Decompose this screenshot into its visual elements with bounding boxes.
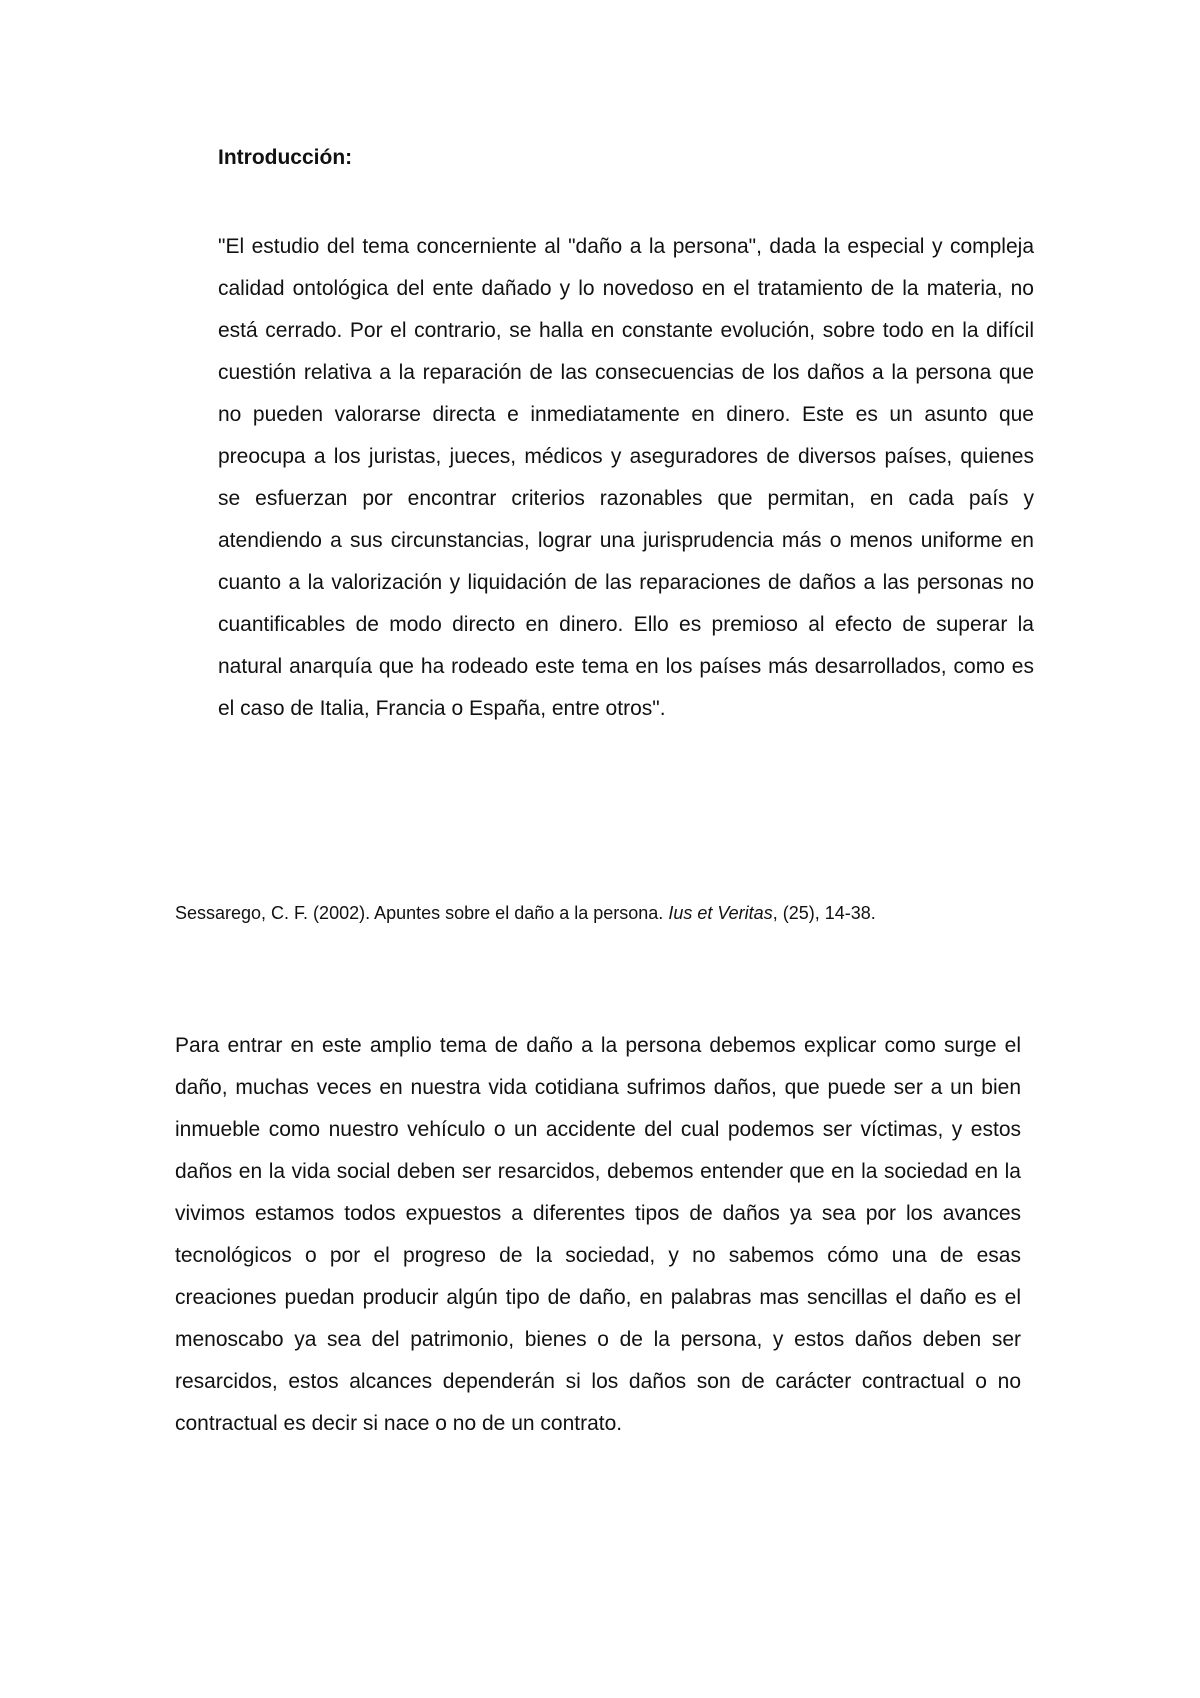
citation-authors-title: Sessarego, C. F. (2002). Apuntes sobre el daño a la persona. [175,903,669,923]
quoted-paragraph: "El estudio del tema concerniente al "daño a la persona", dada la especial y compleja calidad ontológica del ente dañado y lo novedoso en el tratamiento de la materia, no está cerrado. Por el contrario, se halla en constante evolución, sobre todo en la difícil cuestión relativa a la reparación de las consecuencias de los daños a la persona que no pueden valorarse directa e inmediatamente en dinero. Este es un asunto que preocupa a los juristas, jueces, médicos y aseguradores de diversos países, quienes se esfuerzan por encontrar criterios razonables que permitan, en cada país y atendiendo a sus circunstancias, lograr una jurisprudencia más o menos uniforme en cuanto a la valorización y liquidación de las reparaciones de daños a las personas no cuantificables de modo directo en dinero. Ello es premioso al efecto de superar la natural anarquía que ha rodeado este tema en los países más desarrollados, como es el caso de Italia, Francia o España, entre otros". [218,235,1034,720]
body-paragraph: Para entrar en este amplio tema de daño a la persona debemos explicar como surge el daño, muchas veces en nuestra vida cotidiana sufrimos daños, que puede ser a un bien inmueble como nuestro vehículo o un accidente del cual podemos ser víctimas, y estos daños en la vida social deben ser resarcidos, debemos entender que en la sociedad en la vivimos estamos todos expuestos a diferentes tipos de daños ya sea por los avances tecnológicos o por el progreso de la sociedad, y no sabemos cómo una de esas creaciones puedan producir algún tipo de daño, en palabras mas sencillas el daño es el menoscabo ya sea del patrimonio, bienes o de la persona, y estos daños deben ser resarcidos, estos alcances dependerán si los daños son de carácter contractual o no contractual es decir si nace o no de un contrato. [175,1034,1021,1435]
citation [175,900,1075,926]
section-heading: Introducción: [218,146,353,169]
citation-details: , (25), 14-38. [772,903,876,923]
citation-journal: Ius et Veritas [668,903,773,923]
